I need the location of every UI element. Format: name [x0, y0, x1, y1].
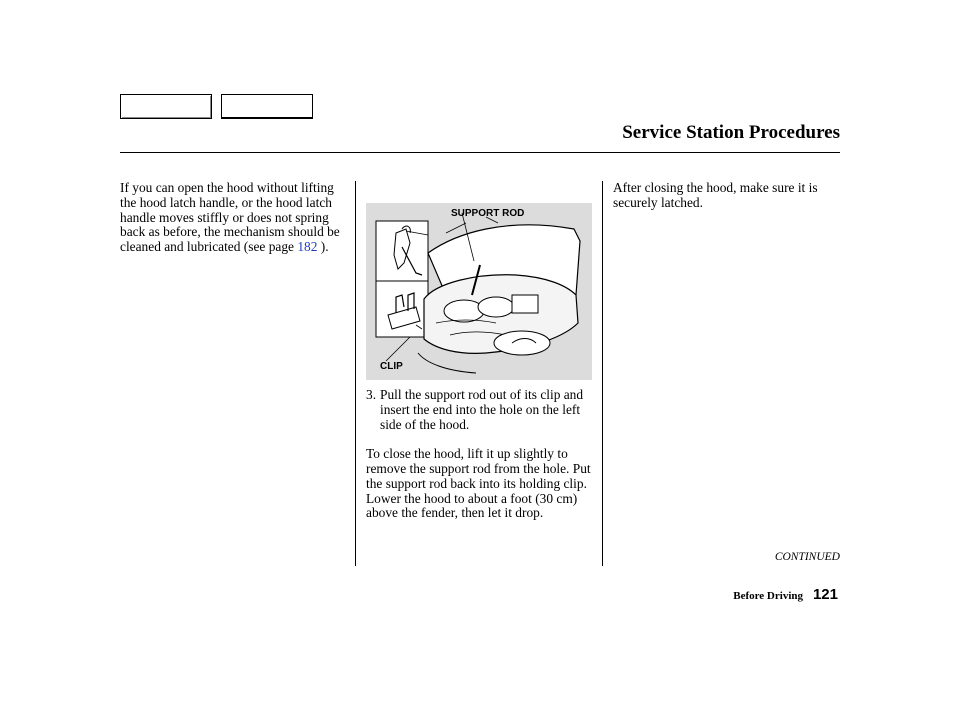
step-text: Pull the support rod out of its clip and insert the end into the hole on the left side of the hood.: [380, 387, 584, 432]
next-page-button[interactable]: [221, 94, 313, 119]
column-divider-left: [355, 181, 356, 566]
closing-instructions: To close the hood, lift it up slightly to remove the support rod from the hole. Put the support rod back into its holding clip. Lower the hood to about a foot (30 cm) above the fender, then let it drop.: [366, 446, 591, 521]
column-divider-right: [602, 181, 603, 566]
page-182-link[interactable]: 182: [297, 239, 318, 255]
column-1-text-end: ).: [317, 239, 329, 255]
step-number: 3.: [366, 387, 377, 402]
continued-label: CONTINUED: [774, 551, 840, 563]
column-1-paragraph: [120, 181, 342, 255]
support-rod-label: SUPPORT ROD: [451, 208, 525, 219]
previous-page-button[interactable]: [120, 94, 212, 119]
page-number: 121: [812, 586, 838, 603]
step-3: [366, 388, 596, 432]
section-name: Before Driving: [733, 590, 803, 602]
column-3-paragraph: After closing the hood, make sure it is securely latched.: [613, 180, 818, 210]
title-rule: [120, 152, 840, 153]
clip-label: CLIP: [380, 361, 403, 372]
page-title: Service Station Procedures: [622, 122, 840, 143]
column-2-content: [366, 388, 596, 536]
column-1-text: If you can open the hood without lifting the hood latch handle, or the hood latch handle moves stiffly or does not spring back as before, the mechanism should be cleaned and lubricated (see page: [120, 180, 340, 255]
engine-bay-illustration: [366, 203, 592, 380]
hood-support-rod-figure: [366, 203, 592, 380]
